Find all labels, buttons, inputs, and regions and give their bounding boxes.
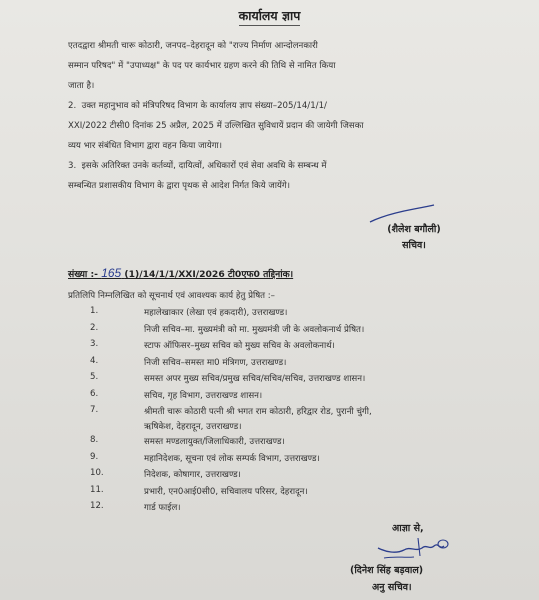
item-text: निजी सचिव–मा. मुख्यमंत्री को मा. मुख्यमंत्री जी के अवलोकनार्थ प्रेषित।: [144, 324, 365, 335]
item-text: निदेशक, कोषागार, उत्तराखण्ड।: [144, 470, 241, 480]
item-number: 9.: [90, 451, 99, 462]
item-text: प्रभारी, एन0आई0सी0, सचिवालय परिसर, देहरादून।: [144, 486, 308, 497]
list-item: [68, 372, 498, 389]
item-text: समस्त मण्डलायुक्त/जिलाधिकारी, उत्तराखण्ड।: [144, 437, 285, 447]
item-number: 8.: [90, 435, 99, 445]
page-title: कार्यालय ज्ञाप: [0, 7, 539, 26]
item-number: 7.: [90, 405, 99, 415]
list-item: [68, 501, 498, 518]
item-number: 3.: [90, 339, 99, 349]
reference-number: 165: [101, 266, 122, 280]
item-text: महालेखाकार (लेखा एवं हकदारी), उत्तराखण्ड।: [144, 308, 288, 318]
officer-name: (दिनेश सिंह बड़वाल): [350, 565, 424, 576]
list-item: [68, 435, 498, 452]
signatory-designation: सचिव।: [402, 240, 426, 251]
paragraph-3: 3. इसके अतिरिक्त उनके कर्तव्यों, दायित्वों, अधिकारों एवं सेवा अवधि के सम्बन्ध में सम्बन्धित प्रशासकीय विभाग के द्वारा पृथक से आदेश निर्गत किये जायेंगे।: [68, 161, 327, 191]
list-item: [68, 356, 498, 373]
recipient-list: [68, 306, 498, 518]
item-number: 2.: [90, 322, 99, 333]
list-item: [68, 306, 498, 323]
list-item: [68, 405, 498, 435]
item-number: 5.: [90, 372, 99, 382]
list-item: [68, 452, 498, 469]
item-text: गार्ड फाईल।: [144, 503, 181, 513]
item-text: निजी सचिव–समस्त मा0 मंत्रिगण, उत्तराखण्ड।: [144, 357, 287, 368]
item-number: 1.: [90, 306, 99, 316]
item-number: 6.: [90, 388, 99, 399]
reference-suffix: (1)/14/1/1/XXI/2026 टी0एफ0 तद्दिनांक।: [124, 269, 294, 280]
reference-line: [68, 266, 293, 280]
item-text: श्रीमती चारू कोठारी पत्नी श्री भगत राम कोठारी, हरिद्वार रोड, पुरानी चुंगी, ऋषिकेश, देहरादून, उत्तराखण्ड।: [144, 407, 372, 432]
item-number: 12.: [90, 501, 104, 511]
reference-prefix: संख्या :-: [68, 269, 98, 280]
copy-to-line: प्रतिलिपि निम्नलिखित को सूचनार्थ एवं आवश्यक कार्य हेतु प्रेषित :–: [68, 291, 275, 301]
under-secretary-signature: [374, 532, 454, 564]
item-number: 4.: [90, 355, 99, 366]
list-item: [68, 485, 498, 502]
list-item: [68, 339, 498, 356]
item-text: स्टाफ ऑफिसर–मुख्य सचिव को मुख्य सचिव के अवलोकनार्थ।: [144, 341, 335, 351]
item-number: 11.: [90, 484, 104, 495]
order-note: आज्ञा से,: [392, 523, 424, 534]
item-text: सचिव, गृह विभाग, उत्तराखण्ड शासन।: [144, 390, 263, 401]
officer-designation: अनु सचिव।: [372, 582, 412, 593]
item-number: 10.: [90, 468, 104, 478]
item-text: महानिदेशक, सूचना एवं लोक सम्पर्क विभाग, उत्तराखण्ड।: [144, 453, 320, 464]
list-item: [68, 468, 498, 485]
list-item: [68, 323, 498, 340]
list-item: [68, 389, 498, 406]
paragraph-1: एतदद्वारा श्रीमती चारू कोठारी, जनपद–देहरादून को "राज्य निर्माण आन्दोलनकारी सम्मान परिषद" में "उपाध्यक्ष" के पद पर कार्यभार ग्रहण करने की तिथि से नामित किया जाता है।: [68, 41, 336, 91]
item-text: समस्त अपर मुख्य सचिव/प्रमुख सचिव/सचिव/सचिव, उत्तराखण्ड शासन।: [144, 374, 366, 384]
paragraph-2: 2. उक्त महानुभाव को मंत्रिपरिषद विभाग के कार्यालय ज्ञाप संख्या–205/14/1/1/ XXI/2022 टीसी0 दिनांक 25 अप्रैल, 2025 में उल्लिखित सुविधायें प्रदान की जायेगी जिसका व्यय भार संबंधित विभाग द्वारा वहन किया जायेगा।: [68, 101, 364, 151]
signatory-name: (शैलेश बगौली): [387, 224, 441, 235]
